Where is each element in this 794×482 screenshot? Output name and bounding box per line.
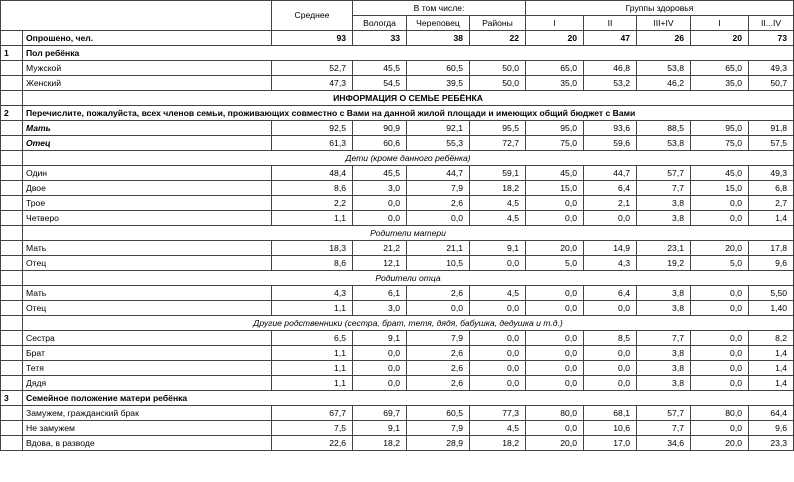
- value-cell: 7,9: [407, 421, 470, 436]
- value-cell: 0,0: [470, 301, 526, 316]
- row-label: Мать: [23, 121, 272, 136]
- value-cell: 8,6: [272, 256, 353, 271]
- table-row: [1, 256, 794, 271]
- value-cell: 75,0: [691, 136, 749, 151]
- value-cell: 26: [637, 31, 691, 46]
- value-cell: 9,1: [470, 241, 526, 256]
- value-cell: 3,8: [637, 361, 691, 376]
- value-cell: 20,0: [526, 241, 584, 256]
- value-cell: 0,0: [526, 376, 584, 391]
- value-cell: 10,5: [407, 256, 470, 271]
- value-cell: 20,0: [691, 241, 749, 256]
- value-cell: 7,7: [637, 181, 691, 196]
- value-cell: 2,6: [407, 376, 470, 391]
- value-cell: 21,1: [407, 241, 470, 256]
- value-cell: 35,0: [526, 76, 584, 91]
- value-cell: 0,0: [470, 256, 526, 271]
- value-cell: 2,2: [272, 196, 353, 211]
- value-cell: 38: [407, 31, 470, 46]
- value-cell: 3,8: [637, 346, 691, 361]
- row-index-cell: [1, 196, 23, 211]
- value-cell: 53,8: [637, 61, 691, 76]
- value-cell: 22: [470, 31, 526, 46]
- section-header-row: [1, 46, 794, 61]
- value-cell: 59,1: [470, 166, 526, 181]
- row-label: Мать: [23, 241, 272, 256]
- value-cell: 88,5: [637, 121, 691, 136]
- block-title: ИНФОРМАЦИЯ О СЕМЬЕ РЕБЁНКА: [23, 91, 794, 106]
- value-cell: 2,1: [584, 196, 637, 211]
- value-cell: 2,6: [407, 196, 470, 211]
- row-index-cell: [1, 421, 23, 436]
- value-cell: 92,1: [407, 121, 470, 136]
- value-cell: 3,8: [637, 286, 691, 301]
- value-cell: 2,6: [407, 361, 470, 376]
- row-index-cell: [1, 406, 23, 421]
- value-cell: 1,1: [272, 346, 353, 361]
- section-header-row: [1, 391, 794, 406]
- row-index-cell: [1, 316, 23, 331]
- value-cell: 68,1: [584, 406, 637, 421]
- row-index-cell: [1, 91, 23, 106]
- value-cell: 50,7: [749, 76, 794, 91]
- value-cell: 60,6: [353, 136, 407, 151]
- value-cell: 3,8: [637, 301, 691, 316]
- table-row: [1, 361, 794, 376]
- value-cell: 20: [691, 31, 749, 46]
- value-cell: 93: [272, 31, 353, 46]
- value-cell: 4,5: [470, 286, 526, 301]
- value-cell: 2,6: [407, 346, 470, 361]
- header-sub-cell: I: [691, 16, 749, 31]
- value-cell: 18,2: [353, 436, 407, 451]
- value-cell: 0,0: [584, 346, 637, 361]
- value-cell: 23,1: [637, 241, 691, 256]
- row-label: Замужем, гражданский брак: [23, 406, 272, 421]
- value-cell: 7,7: [637, 331, 691, 346]
- value-cell: 2,6: [407, 286, 470, 301]
- value-cell: 10,6: [584, 421, 637, 436]
- table-row: [1, 406, 794, 421]
- value-cell: 95,0: [526, 121, 584, 136]
- table-row: [1, 346, 794, 361]
- value-cell: 6,5: [272, 331, 353, 346]
- value-cell: 1,1: [272, 376, 353, 391]
- header-blank-cell: [1, 1, 272, 31]
- section-title: Перечислите, пожалуйста, всех членов семьи, проживающих совместно с Вами на данной жилой площади и имеющих общий бюджет с Вами: [23, 106, 794, 121]
- value-cell: 6,4: [584, 286, 637, 301]
- table-row: [1, 211, 794, 226]
- value-cell: 0,0: [470, 346, 526, 361]
- value-cell: 14,9: [584, 241, 637, 256]
- row-label: Сестра: [23, 331, 272, 346]
- row-index-cell: [1, 226, 23, 241]
- value-cell: 0,0: [526, 286, 584, 301]
- value-cell: 0,0: [584, 211, 637, 226]
- row-label: Не замужем: [23, 421, 272, 436]
- subgroup-header-row: [1, 151, 794, 166]
- value-cell: 7,9: [407, 181, 470, 196]
- value-cell: 0,0: [526, 361, 584, 376]
- value-cell: 0,0: [470, 331, 526, 346]
- value-cell: 4,5: [470, 421, 526, 436]
- value-cell: 0,0: [526, 301, 584, 316]
- section-header-row: [1, 106, 794, 121]
- row-index-cell: [1, 376, 23, 391]
- value-cell: 9,6: [749, 256, 794, 271]
- row-index-cell: [1, 436, 23, 451]
- value-cell: 7,9: [407, 331, 470, 346]
- value-cell: 4,5: [470, 196, 526, 211]
- value-cell: 0,0: [526, 196, 584, 211]
- value-cell: 44,7: [584, 166, 637, 181]
- value-cell: 15,0: [526, 181, 584, 196]
- section-title: Пол ребёнка: [23, 46, 794, 61]
- table-row: [1, 301, 794, 316]
- row-index-cell: [1, 166, 23, 181]
- value-cell: 23,3: [749, 436, 794, 451]
- row-index-cell: [1, 211, 23, 226]
- value-cell: 18,2: [470, 181, 526, 196]
- table-row: [1, 121, 794, 136]
- row-label: Отец: [23, 136, 272, 151]
- value-cell: 53,2: [584, 76, 637, 91]
- value-cell: 9,6: [749, 421, 794, 436]
- value-cell: 4,5: [470, 211, 526, 226]
- table-row: [1, 331, 794, 346]
- header-sub-cell: II...IV: [749, 16, 794, 31]
- table-row: [1, 136, 794, 151]
- value-cell: 0,0: [407, 211, 470, 226]
- value-cell: 53,8: [637, 136, 691, 151]
- value-cell: 1,1: [272, 211, 353, 226]
- value-cell: 0,0: [526, 346, 584, 361]
- value-cell: 65,0: [691, 61, 749, 76]
- header-row-top: [1, 1, 794, 16]
- value-cell: 12,1: [353, 256, 407, 271]
- header-sub-cell: II: [584, 16, 637, 31]
- value-cell: 3,8: [637, 211, 691, 226]
- row-index-cell: [1, 61, 23, 76]
- row-index-cell: [1, 256, 23, 271]
- row-index-cell: [1, 31, 23, 46]
- value-cell: 0,0: [353, 346, 407, 361]
- value-cell: 21,2: [353, 241, 407, 256]
- value-cell: 3,8: [637, 196, 691, 211]
- value-cell: 0,0: [526, 211, 584, 226]
- table-row: [1, 436, 794, 451]
- value-cell: 7,7: [637, 421, 691, 436]
- row-label: Опрошено, чел.: [23, 31, 272, 46]
- value-cell: 1,4: [749, 211, 794, 226]
- value-cell: 20: [526, 31, 584, 46]
- value-cell: 3,0: [353, 301, 407, 316]
- header-sub-cell: Вологда: [353, 16, 407, 31]
- value-cell: 20,0: [526, 436, 584, 451]
- value-cell: 7,5: [272, 421, 353, 436]
- value-cell: 0,0: [691, 421, 749, 436]
- value-cell: 55,3: [407, 136, 470, 151]
- value-cell: 8,2: [749, 331, 794, 346]
- table-row: [1, 181, 794, 196]
- subgroup-header-row: [1, 226, 794, 241]
- value-cell: 0,0: [470, 361, 526, 376]
- section-number: 2: [1, 106, 23, 121]
- value-cell: 48,4: [272, 166, 353, 181]
- value-cell: 4,3: [272, 286, 353, 301]
- value-cell: 45,5: [353, 61, 407, 76]
- row-label: Мужской: [23, 61, 272, 76]
- value-cell: 91,8: [749, 121, 794, 136]
- value-cell: 5,50: [749, 286, 794, 301]
- value-cell: 75,0: [526, 136, 584, 151]
- value-cell: 46,8: [584, 61, 637, 76]
- row-label: Один: [23, 166, 272, 181]
- value-cell: 93,6: [584, 121, 637, 136]
- row-index-cell: [1, 181, 23, 196]
- value-cell: 45,0: [691, 166, 749, 181]
- value-cell: 6,8: [749, 181, 794, 196]
- value-cell: 3,0: [353, 181, 407, 196]
- value-cell: 18,2: [470, 436, 526, 451]
- value-cell: 6,1: [353, 286, 407, 301]
- value-cell: 45,5: [353, 166, 407, 181]
- value-cell: 69,7: [353, 406, 407, 421]
- value-cell: 49,3: [749, 61, 794, 76]
- value-cell: 50,0: [470, 61, 526, 76]
- subgroup-header-row: [1, 316, 794, 331]
- value-cell: 64,4: [749, 406, 794, 421]
- value-cell: 65,0: [526, 61, 584, 76]
- value-cell: 60,5: [407, 406, 470, 421]
- value-cell: 50,0: [470, 76, 526, 91]
- value-cell: 39,5: [407, 76, 470, 91]
- value-cell: 0,0: [691, 211, 749, 226]
- value-cell: 19,2: [637, 256, 691, 271]
- header-sub-cell: III+IV: [637, 16, 691, 31]
- row-index-cell: [1, 361, 23, 376]
- value-cell: 28,9: [407, 436, 470, 451]
- table-row: [1, 31, 794, 46]
- value-cell: 61,3: [272, 136, 353, 151]
- value-cell: 47,3: [272, 76, 353, 91]
- row-index-cell: [1, 121, 23, 136]
- row-label: Трое: [23, 196, 272, 211]
- row-index-cell: [1, 76, 23, 91]
- value-cell: 0,0: [691, 286, 749, 301]
- value-cell: 15,0: [691, 181, 749, 196]
- value-cell: 57,7: [637, 166, 691, 181]
- table-row: [1, 76, 794, 91]
- value-cell: 49,3: [749, 166, 794, 181]
- row-label: Отец: [23, 301, 272, 316]
- value-cell: 67,7: [272, 406, 353, 421]
- value-cell: 1,4: [749, 361, 794, 376]
- header-health-groups: Группы здоровья: [526, 1, 794, 16]
- value-cell: 0,0: [584, 376, 637, 391]
- row-index-cell: [1, 151, 23, 166]
- value-cell: 0,0: [584, 301, 637, 316]
- value-cell: 57,7: [637, 406, 691, 421]
- value-cell: 80,0: [691, 406, 749, 421]
- row-index-cell: [1, 331, 23, 346]
- value-cell: 0,0: [407, 301, 470, 316]
- value-cell: 72,7: [470, 136, 526, 151]
- section-number: 3: [1, 391, 23, 406]
- value-cell: 0,0: [353, 211, 407, 226]
- value-cell: 8,6: [272, 181, 353, 196]
- subgroup-title: Дети (кроме данного ребёнка): [23, 151, 794, 166]
- value-cell: 34,6: [637, 436, 691, 451]
- value-cell: 9,1: [353, 421, 407, 436]
- value-cell: 92,5: [272, 121, 353, 136]
- header-sub-cell: Череповец: [407, 16, 470, 31]
- value-cell: 2,7: [749, 196, 794, 211]
- value-cell: 17,8: [749, 241, 794, 256]
- header-sub-cell: I: [526, 16, 584, 31]
- value-cell: 95,5: [470, 121, 526, 136]
- value-cell: 18,3: [272, 241, 353, 256]
- value-cell: 54,5: [353, 76, 407, 91]
- section-title: Семейное положение матери ребёнка: [23, 391, 794, 406]
- value-cell: 0,0: [353, 196, 407, 211]
- value-cell: 52,7: [272, 61, 353, 76]
- value-cell: 35,0: [691, 76, 749, 91]
- header-average: Среднее: [272, 1, 353, 31]
- value-cell: 20,0: [691, 436, 749, 451]
- row-label: Мать: [23, 286, 272, 301]
- value-cell: 46,2: [637, 76, 691, 91]
- value-cell: 0,0: [353, 361, 407, 376]
- table-row: [1, 196, 794, 211]
- value-cell: 1,1: [272, 361, 353, 376]
- value-cell: 22,6: [272, 436, 353, 451]
- table-row: [1, 421, 794, 436]
- value-cell: 0,0: [691, 301, 749, 316]
- value-cell: 33: [353, 31, 407, 46]
- value-cell: 5,0: [526, 256, 584, 271]
- value-cell: 3,8: [637, 376, 691, 391]
- value-cell: 90,9: [353, 121, 407, 136]
- value-cell: 77,3: [470, 406, 526, 421]
- subgroup-title: Другие родственники (сестра, брат, тетя, дядя, бабушка, дедушка и т.д.): [23, 316, 794, 331]
- row-label: Отец: [23, 256, 272, 271]
- table-row: [1, 376, 794, 391]
- value-cell: 73: [749, 31, 794, 46]
- value-cell: 0,0: [526, 331, 584, 346]
- value-cell: 1,40: [749, 301, 794, 316]
- value-cell: 1,4: [749, 346, 794, 361]
- table-row: [1, 166, 794, 181]
- value-cell: 0,0: [526, 421, 584, 436]
- value-cell: 17,0: [584, 436, 637, 451]
- table-row: [1, 286, 794, 301]
- header-including: В том числе:: [353, 1, 526, 16]
- value-cell: 0,0: [470, 376, 526, 391]
- row-index-cell: [1, 346, 23, 361]
- row-label: Четверо: [23, 211, 272, 226]
- value-cell: 45,0: [526, 166, 584, 181]
- row-label: Двое: [23, 181, 272, 196]
- row-label: Тетя: [23, 361, 272, 376]
- value-cell: 59,6: [584, 136, 637, 151]
- row-index-cell: [1, 241, 23, 256]
- value-cell: 6,4: [584, 181, 637, 196]
- header-sub-cell: Районы: [470, 16, 526, 31]
- row-label: Брат: [23, 346, 272, 361]
- subgroup-title: Родители отца: [23, 271, 794, 286]
- section-number: 1: [1, 46, 23, 61]
- value-cell: 47: [584, 31, 637, 46]
- value-cell: 0,0: [353, 376, 407, 391]
- row-label: Вдова, в разводе: [23, 436, 272, 451]
- value-cell: 60,5: [407, 61, 470, 76]
- value-cell: 9,1: [353, 331, 407, 346]
- value-cell: 5,0: [691, 256, 749, 271]
- table-row: [1, 241, 794, 256]
- value-cell: 0,0: [691, 376, 749, 391]
- value-cell: 44,7: [407, 166, 470, 181]
- subgroup-title: Родители матери: [23, 226, 794, 241]
- value-cell: 0,0: [691, 196, 749, 211]
- value-cell: 1,1: [272, 301, 353, 316]
- value-cell: 95,0: [691, 121, 749, 136]
- row-index-cell: [1, 136, 23, 151]
- value-cell: 1,4: [749, 376, 794, 391]
- subgroup-header-row: [1, 271, 794, 286]
- row-label: Дядя: [23, 376, 272, 391]
- row-label: Женский: [23, 76, 272, 91]
- value-cell: 0,0: [691, 361, 749, 376]
- table-row: [1, 61, 794, 76]
- value-cell: 80,0: [526, 406, 584, 421]
- value-cell: 57,5: [749, 136, 794, 151]
- row-index-cell: [1, 286, 23, 301]
- value-cell: 8,5: [584, 331, 637, 346]
- value-cell: 0,0: [584, 361, 637, 376]
- row-index-cell: [1, 271, 23, 286]
- value-cell: 0,0: [691, 331, 749, 346]
- row-index-cell: [1, 301, 23, 316]
- block-title-row: [1, 91, 794, 106]
- value-cell: 4,3: [584, 256, 637, 271]
- value-cell: 0,0: [691, 346, 749, 361]
